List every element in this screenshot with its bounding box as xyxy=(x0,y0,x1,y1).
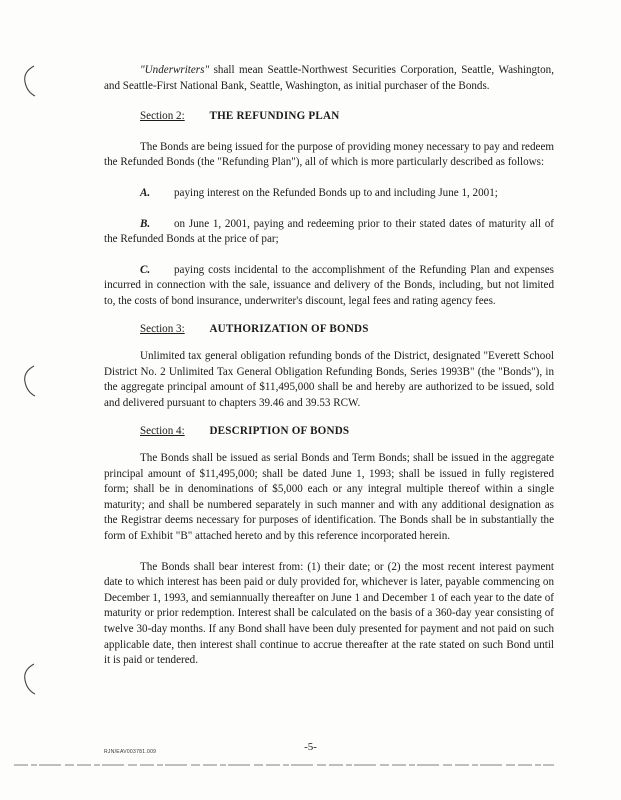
section-number: Section 3: xyxy=(140,322,185,335)
section-title: THE REFUNDING PLAN xyxy=(209,110,340,123)
list-item xyxy=(104,217,554,248)
section-4-paragraph-1: The Bonds shall be issued as serial Bonds and Term Bonds; shall be issued in the aggregate principal amount of $11,495,000; shall be dated June 1, 1993; shall be issued in fully registered form; shall be in denominations of $5,000 each or any integral multiple thereof within a single maturity; and shall be numbered separately in such manner and with any additional designation as the Registrar deems necessary for purposes of identification. The Bonds shall be in substantially the form of Exhibit "B" attached hereto and by this reference incorporated herein. xyxy=(104,452,554,543)
list-item-text: paying costs incidental to the accomplishment of the Refunding Plan and expenses incurred in connection with the sale, issuance and delivery of the Bonds, including, but not limited to, the costs of bond insurance, underwriter's discount, legal fees and rating agency fees. xyxy=(104,263,554,307)
list-item xyxy=(104,186,554,202)
section-2-heading xyxy=(140,109,554,125)
punch-hole-mark xyxy=(22,364,36,398)
section-3-heading xyxy=(140,322,554,338)
document-body xyxy=(104,63,554,669)
section-title: AUTHORIZATION OF BONDS xyxy=(209,322,369,335)
punch-hole-mark xyxy=(22,662,36,696)
section-2-intro: The Bonds are being issued for the purpose of providing money necessary to pay and redeem the Refunded Bonds (the "Refunding Plan"), all of which is more particularly described as follows: xyxy=(104,140,554,169)
section-4-paragraph-2: The Bonds shall bear interest from: (1) their date; or (2) the most recent interest payment date to which interest has been paid or duly provided for, whichever is later, payable commencing on December 1, 1993, and semiannually thereafter on June 1 and December 1 of each year to the date of maturity or prior redemption. Interest shall be calculated on the basis of a 360-day year consisting of twelve 30-day months. If any Bond shall have been duly presented for payment and not paid on such applicable date, then interest shall continue to accrue thereafter at the rate stated on such Bond until it is paid or tendered. xyxy=(104,560,554,667)
defined-term: "Underwriters" xyxy=(140,64,210,76)
list-item-label: C. xyxy=(140,263,151,276)
definition-underwriters xyxy=(104,63,554,94)
list-item-text: paying interest on the Refunded Bonds up to and including June 1, 2001; xyxy=(174,186,498,199)
section-number: Section 4: xyxy=(140,424,185,437)
section-title: DESCRIPTION OF BONDS xyxy=(209,424,350,437)
section-3-text: Unlimited tax general obligation refunding bonds of the District, designated "Everett School District No. 2 Unlimited Tax General Obligation Refunding Bonds, Series 1993B" (the "Bonds"), in the aggregate principal amount of $11,495,000 shall be and hereby are authorized to be issued, sold and delivered pursuant to chapters 39.46 and 39.53 RCW. xyxy=(104,350,554,409)
definition-text: shall mean Seattle-Northwest Securities Corporation, Seattle, Washington, and Seattle-First National Bank, Seattle, Washington, as initial purchaser of the Bonds. xyxy=(104,64,554,92)
list-item-text: on June 1, 2001, paying and redeeming prior to their stated dates of maturity all of the Refunded Bonds at the price of par; xyxy=(104,217,554,246)
section-4-heading xyxy=(140,424,554,440)
list-item-label: A. xyxy=(140,186,151,199)
page-number: -5- xyxy=(304,741,317,753)
scan-artifact-line xyxy=(14,764,554,766)
list-item xyxy=(104,263,554,310)
list-item-label: B. xyxy=(140,217,151,230)
section-number: Section 2: xyxy=(140,110,185,123)
document-id: RJN/EAV003781.009 xyxy=(104,749,157,755)
punch-hole-mark xyxy=(22,64,36,98)
